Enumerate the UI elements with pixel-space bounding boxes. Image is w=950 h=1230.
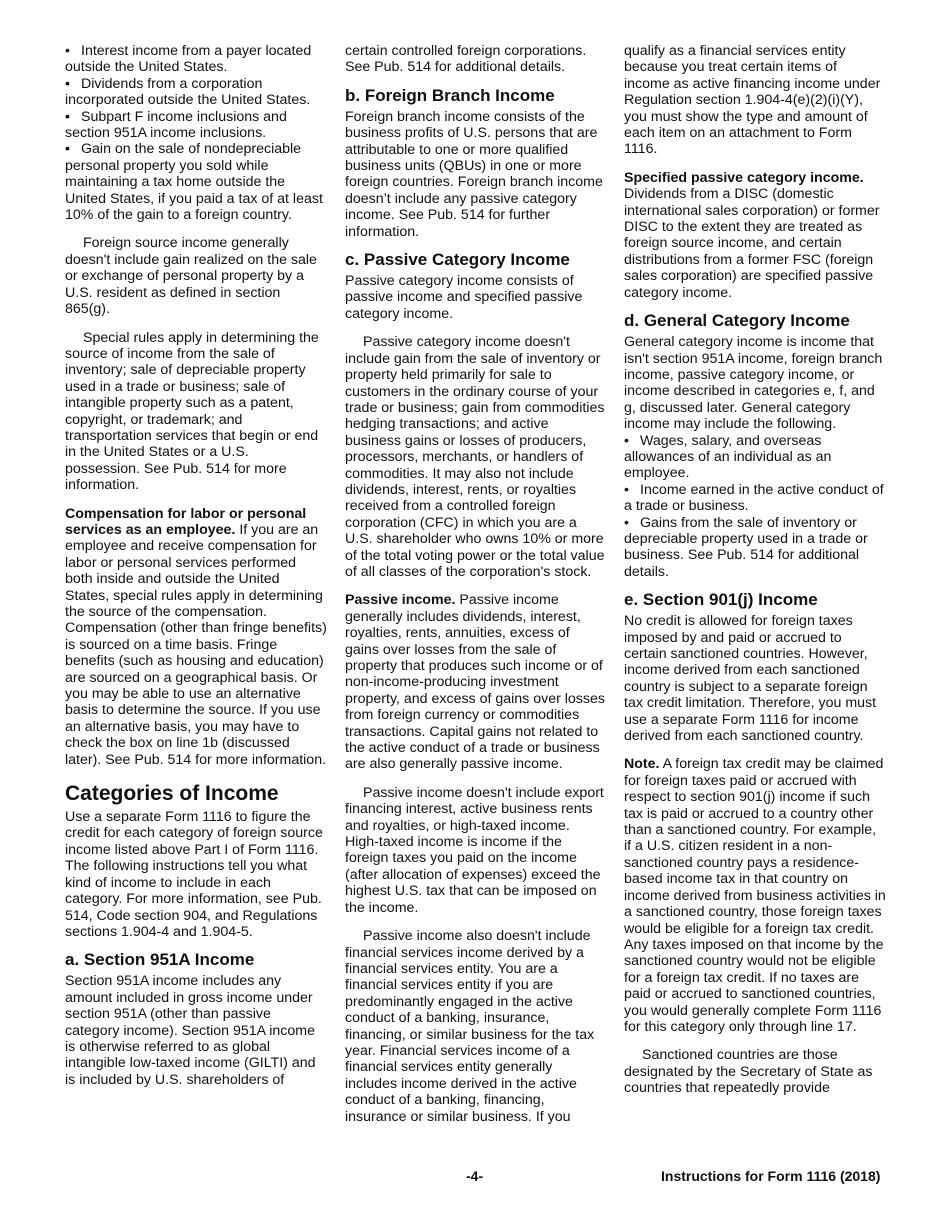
list-item: • Gains from the sale of inventory or depreciable property used in a trade or business. See Pub. 514 for additional details. [624, 514, 868, 580]
paragraph: Specified passive category income. Dividends from a DISC (domestic international sales corporation) or former DISC to the extent they are treated as foreign source income, and certain distributions from a former FSC (foreign sales corporation) are specified passive category income. [624, 169, 880, 301]
run-in-heading: Note. [624, 756, 660, 773]
paragraph: Section 951A income includes any amount included in gross income under section 951A (other than passive category income). Section 951A income is otherwise referred to as global intangible low-taxed income (GILTI) and is included by U.S. shareholders of [65, 973, 316, 1088]
page-number: -4- [466, 1168, 484, 1184]
paragraph: qualify as a financial services entity because you treat certain items of income as active financing income under Regulation section 1.904-4(e)(2)(i)(Y), you must show the type and amount of each item on an attachment to Form 1116. [624, 43, 881, 158]
paragraph: Compensation for labor or personal services as an employee. If you are an employee and receive compensation for labor or personal services performed both inside and outside the United States, special rules apply in determining the source of the compensation. Compensation (other than fringe benefits) is sourced on a time basis. Fringe benefits (such as housing and education) are sourced on a geographical basis. Or you may be able to use an alternative basis to determine the source. If you use an alternative basis, you may have to check the box on line 1b (discussed later). See Pub. 514 for more information. [65, 505, 327, 768]
paragraph: No credit is allowed for foreign taxes imposed by and paid or accrued to certain sanctioned countries. However, income derived from each sanctioned country is subject to a separate foreign tax credit limitation. Therefore, you must use a separate Form 1116 for income derived from each sanctioned country. [624, 613, 877, 745]
paragraph: Passive income. Passive income generally includes dividends, interest, royalties, rents, annuities, excess of gains over losses from the sale of property that produces such income or of non-income-producing investment property, and excess of gains over losses from foreign currency or commodities transactions. Capital gains not related to the active conduct of a trade or business are also generally passive income. [345, 592, 605, 773]
paragraph: Passive category income consists of passive income and specified passive category income. [345, 273, 583, 322]
form-reference: Instructions for Form 1116 (2018) [661, 1168, 881, 1184]
list-item: • Interest income from a payer located outside the United States. [65, 43, 312, 76]
run-in-heading: Passive income. [345, 592, 456, 609]
list-item: • Wages, salary, and overseas allowances of an individual as an employee. [624, 432, 832, 482]
list-item: • Subpart F income inclusions and section 951A income inclusions. [65, 108, 287, 142]
subsection-heading: c. Passive Category Income [345, 250, 570, 270]
list-item: • Income earned in the active conduct of a trade or business. [624, 481, 884, 515]
subsection-heading: a. Section 951A Income [65, 950, 255, 970]
run-in-heading: Compensation for labor or personal services as an employee. [65, 505, 307, 538]
list-item: • Gain on the sale of nondepreciable personal property you sold while maintaining a tax home outside the United States, if you paid a tax of at least 10% of the gain to a foreign country. [65, 141, 323, 224]
paragraph: Sanctioned countries are those designated by the Secretary of State as countries that repeatedly provide [624, 1047, 873, 1097]
subsection-heading: d. General Category Income [624, 311, 850, 331]
column-3 [624, 43, 886, 1097]
paragraph: General category income is income that isn't section 951A income, foreign branch income, passive category income, or income described in categories e, f, and g, discussed later. General category income may include the following. [624, 334, 883, 433]
paragraph: Passive category income doesn't include gain from the sale of inventory or property held primarily for sale to customers in the ordinary course of your trade or business; gain from commodities hedging transactions; and active business gains or losses of producers, processors, merchants, or handlers of commodities. It may also not include dividends, interest, rents, or royalties received from a controlled foreign corporation (CFC) in which you are a U.S. shareholder who owns 10% or more of the total voting power or the total value of all classes of the corporation's stock. [345, 334, 605, 580]
section-heading: Categories of Income [65, 782, 279, 806]
run-in-heading: Specified passive category income. [624, 169, 864, 186]
subsection-heading: b. Foreign Branch Income [345, 85, 555, 105]
paragraph: Foreign source income generally doesn't include gain realized on the sale or exchange of personal property by a U.S. resident as defined in section 865(g). [65, 235, 317, 318]
paragraph: Note. A foreign tax credit may be claimed for foreign taxes paid or accrued with respect to section 901(j) income if such tax is paid or accrued to a country other than a sanctioned country. For example, if a U.S. citizen resident in a non-sanctioned country pays a residence-based income tax in that country on income derived from business activities in a sanctioned country, those foreign taxes would be eligible for a foreign tax credit. Any taxes imposed on that income by the sanctioned country would not be eligible for a foreign tax credit. If no taxes are paid or accrued to sanctioned countries, you would generally complete Form 1116 for this category only through line 17. [624, 756, 886, 1035]
list-item: • Dividends from a corporation incorporated outside the United States. [65, 75, 311, 109]
paragraph: Passive income also doesn't include financial services income derived by a financial services entity. You are a financial services entity if you are predominantly engaged in the active conduct of a banking, insurance, financing, or similar business for the tax year. Financial services income of a financial services entity generally includes income derived in the active conduct of a banking, financing, insurance or similar business. If you [345, 928, 595, 1125]
subsection-heading: e. Section 901(j) Income [624, 590, 818, 610]
column-1 [65, 43, 327, 1088]
paragraph: Foreign branch income consists of the business profits of U.S. persons that are attributable to one or more qualified business units (QBUs) in one or more foreign countries. Foreign branch income doesn’t include any passive category income. See Pub. 514 for further information. [345, 108, 603, 240]
paragraph: Passive income doesn't include export financing interest, active business rents and royalties, or high-taxed income. High-taxed income is income if the foreign taxes you paid on the income (after allocation of expenses) exceed the highest U.S. tax that can be imposed on the income. [345, 784, 604, 916]
column-2 [345, 43, 607, 1125]
paragraph: Special rules apply in determining the source of income from the sale of inventory; sale of depreciable property used in a trade or business; sale of intangible property such as a patent, copyright, or trademark; and transportation services that begin or end in the United States or a U.S. possession. See Pub. 514 for more information. [65, 329, 319, 494]
paragraph: Use a separate Form 1116 to figure the credit for each category of foreign source income listed above Part I of Form 1116. The following instructions tell you what kind of income to include in each category. For more information, see Pub. 514, Code section 904, and Regulations sections 1.904-4 and 1.904-5. [65, 809, 323, 940]
paragraph: certain controlled foreign corporations. See Pub. 514 for additional details. [345, 43, 587, 76]
